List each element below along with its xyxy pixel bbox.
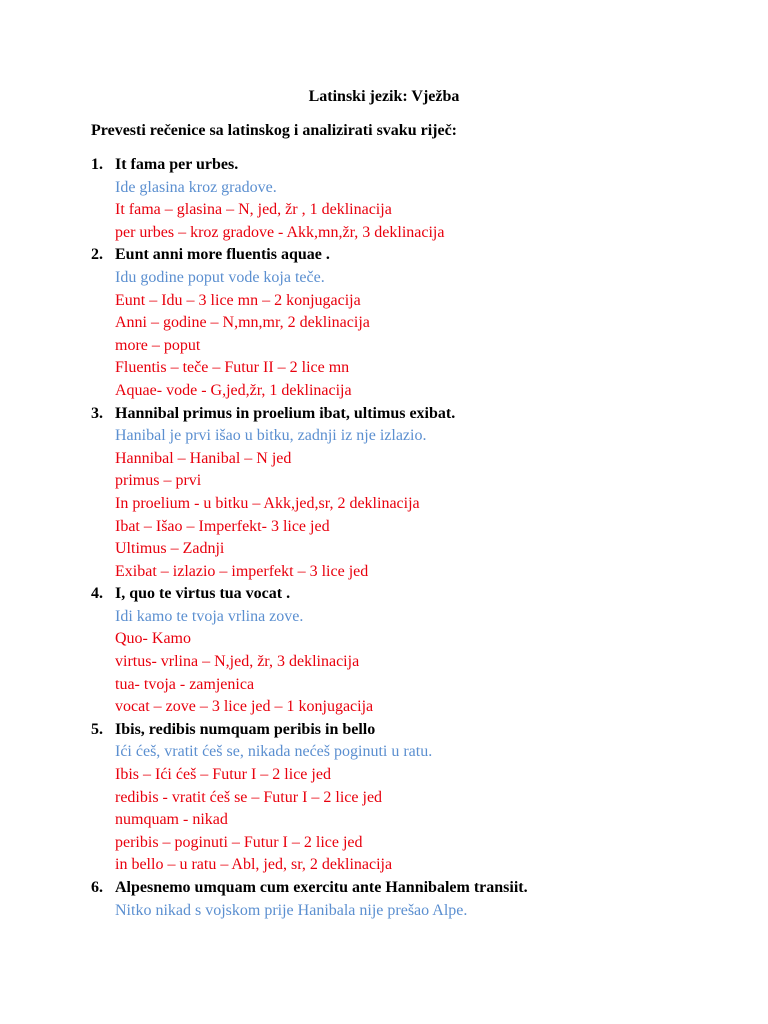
latin-sentence: Eunt anni more fluentis aquae . — [115, 246, 330, 264]
analysis-line: Ibat – Išao – Imperfekt- 3 lice jed — [115, 517, 330, 535]
exercise-item — [0, 719, 768, 877]
analysis-line: Hannibal – Hanibal – N jed — [115, 449, 292, 467]
latin-sentence: I, quo te virtus tua vocat . — [115, 585, 291, 603]
analysis-line: vocat – zove – 3 lice jed – 1 konjugacija — [115, 698, 374, 716]
translation-line: Hanibal je prvi išao u bitku, zadnji iz nje izlazio. — [115, 427, 427, 445]
item-number: 2. — [91, 246, 103, 264]
exercise-item — [0, 403, 768, 584]
analysis-line: Quo- Kamo — [115, 630, 191, 648]
item-number: 3. — [91, 404, 103, 422]
analysis-line: Aquae- vode - G,jed,žr, 1 deklinacija — [115, 381, 352, 399]
analysis-line: Exibat – izlazio – imperfekt – 3 lice jed — [115, 562, 369, 580]
item-number: 1. — [91, 156, 103, 173]
analysis-line: It fama – glasina – N, jed, žr , 1 deklinacija — [115, 201, 392, 219]
analysis-line: Fluentis – teče – Futur II – 2 lice mn — [115, 359, 350, 377]
analysis-line: tua- tvoja - zamjenica — [115, 675, 255, 693]
analysis-line: in bello – u ratu – Abl, jed, sr, 2 deklinacija — [115, 856, 393, 874]
analysis-line: more – poput — [115, 336, 201, 354]
analysis-line: Ibis – Ići ćeš – Futur I – 2 lice jed — [115, 766, 331, 784]
item-number: 4. — [91, 585, 103, 603]
latin-sentence: Ibis, redibis numquam peribis in bello — [115, 720, 376, 738]
item-number: 6. — [91, 879, 103, 896]
document-title: Latinski jezik: Vježba — [308, 88, 460, 105]
translation-line: Nitko nikad s vojskom prije Hanibala nije prešao Alpe. — [115, 901, 468, 919]
translation-line: Idi kamo te tvoja vrlina zove. — [115, 607, 304, 625]
latin-sentence: It fama per urbes. — [115, 156, 239, 173]
analysis-line: In proelium - u bitku – Akk,jed,sr, 2 deklinacija — [115, 494, 420, 512]
analysis-line: redibis - vratit ćeš se – Futur I – 2 lice jed — [115, 788, 383, 806]
item-number: 5. — [91, 720, 103, 738]
analysis-line: Eunt – Idu – 3 lice mn – 2 konjugacija — [115, 291, 361, 309]
exercise-item — [0, 583, 768, 719]
instruction-text: Prevesti rečenice sa latinskog i analizirati svaku riječ: — [91, 122, 458, 139]
analysis-line: numquam - nikad — [115, 811, 228, 829]
latin-sentence: Hannibal primus in proelium ibat, ultimus exibat. — [115, 404, 456, 422]
exercise-item — [0, 877, 768, 922]
exercise-item — [0, 244, 768, 402]
exercise-item — [0, 154, 768, 244]
analysis-line: Ultimus – Zadnji — [115, 540, 225, 558]
translation-line: Idu godine poput vode koja teče. — [115, 268, 325, 286]
latin-sentence: Alpesnemo umquam cum exercitu ante Hannibalem transiit. — [115, 879, 528, 896]
translation-line: Ide glasina kroz gradove. — [115, 178, 277, 196]
analysis-line: peribis – poginuti – Futur I – 2 lice jed — [115, 833, 363, 851]
translation-line: Ići ćeš, vratit ćeš se, nikada nećeš poginuti u ratu. — [115, 743, 433, 761]
analysis-line: Anni – godine – N,mn,mr, 2 deklinacija — [115, 314, 370, 332]
exercise-list — [0, 154, 768, 922]
analysis-line: virtus- vrlina – N,jed, žr, 3 deklinacija — [115, 653, 360, 671]
analysis-line: primus – prvi — [115, 472, 202, 490]
analysis-line: per urbes – kroz gradove - Akk,mn,žr, 3 deklinacija — [115, 223, 445, 241]
